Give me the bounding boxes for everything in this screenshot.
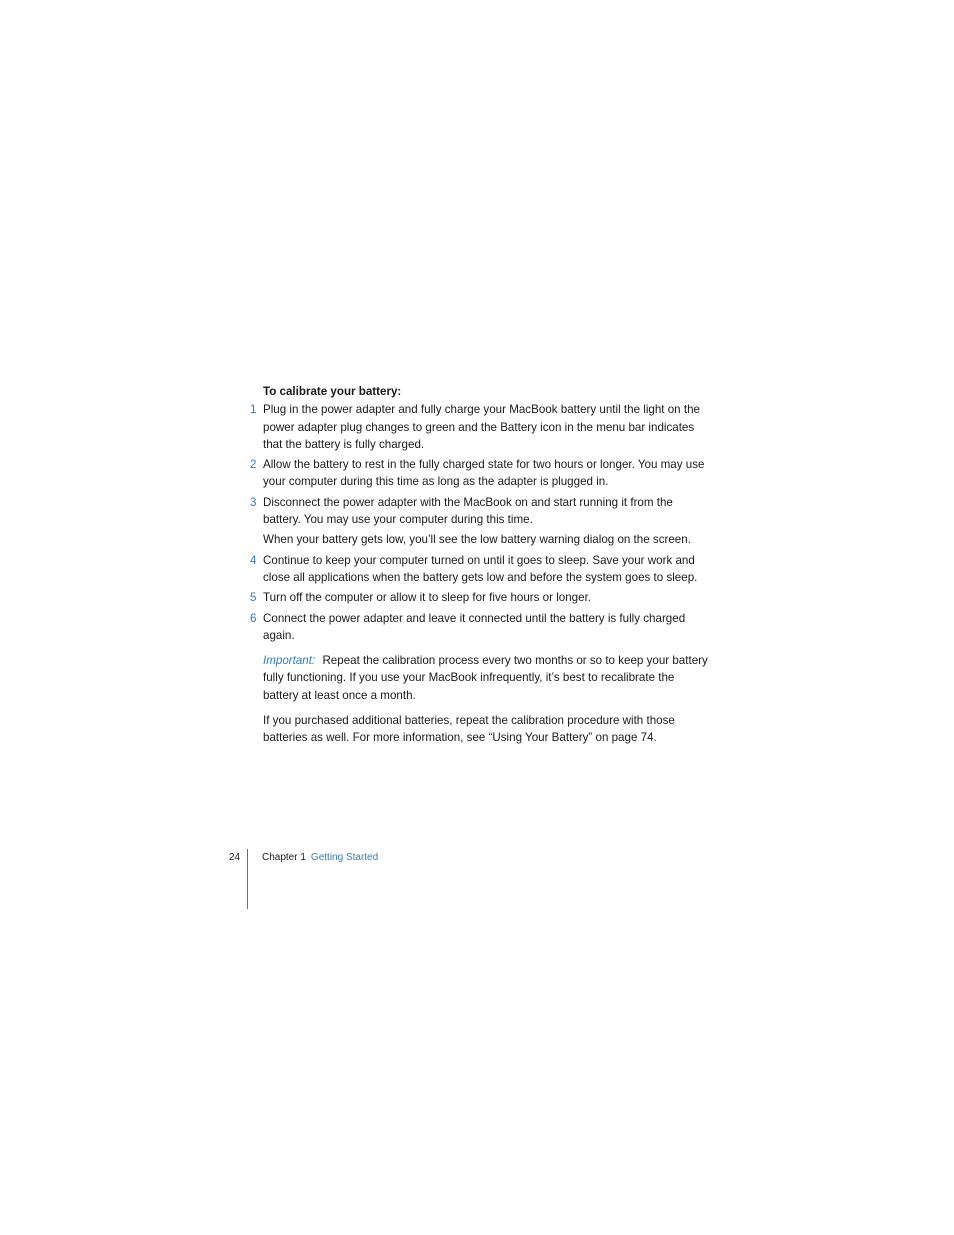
closing-paragraph [263, 712, 708, 747]
important-note [263, 652, 708, 704]
footer-divider [247, 849, 248, 909]
step-number: 4 [250, 553, 257, 567]
step-text: Continue to keep your computer turned on until it goes to sleep. Save your work and close all applications when the battery gets low and before the system goes to sleep. [263, 553, 698, 584]
page-content [250, 383, 708, 747]
closing-text: If you purchased additional batteries, repeat the calibration procedure with those batteries as well. For more information, see “Using Your Battery” on page 74. [263, 714, 675, 745]
step-text: Connect the power adapter and leave it connected until the battery is fully charged again. [263, 611, 686, 642]
step-number: 1 [250, 403, 257, 417]
important-label: Important: [263, 654, 316, 668]
step-text: Disconnect the power adapter with the MacBook on and start running it from the battery. You may use your computer during this time. [263, 495, 673, 527]
important-text: Repeat the calibration process every two months or so to keep your battery fully functioning. If you use your MacBook infrequently, it’s best to recalibrate the battery at least once a month. [263, 654, 708, 702]
step-4 [250, 552, 708, 587]
step-number: 6 [250, 611, 257, 625]
step-text: Turn off the computer or allow it to sleep for five hours or longer. [263, 591, 592, 605]
step-3-note: When your battery gets low, you’ll see the low battery warning dialog on the screen. [263, 533, 691, 547]
procedure-heading: To calibrate your battery: [263, 385, 402, 398]
step-text: Allow the battery to rest in the fully charged state for two hours or longer. You may use your computer during this time as long as the adapter is plugged in. [263, 458, 705, 489]
chapter-label: Chapter 1 [262, 852, 306, 863]
step-1 [250, 401, 708, 453]
step-number: 3 [250, 495, 257, 509]
step-6 [250, 610, 708, 645]
step-3 [250, 494, 708, 529]
step-2 [250, 456, 708, 491]
step-number: 5 [250, 591, 257, 605]
chapter-title: Getting Started [310, 852, 379, 863]
page-number: 24 [229, 852, 241, 863]
step-number: 2 [250, 458, 257, 472]
step-5 [250, 589, 708, 606]
chapter-reference [262, 851, 378, 864]
step-text: Plug in the power adapter and fully charge your MacBook battery until the light on the power adapter plug changes to green and the Battery icon in the menu bar indicates that the battery is fully charged. [263, 403, 700, 451]
